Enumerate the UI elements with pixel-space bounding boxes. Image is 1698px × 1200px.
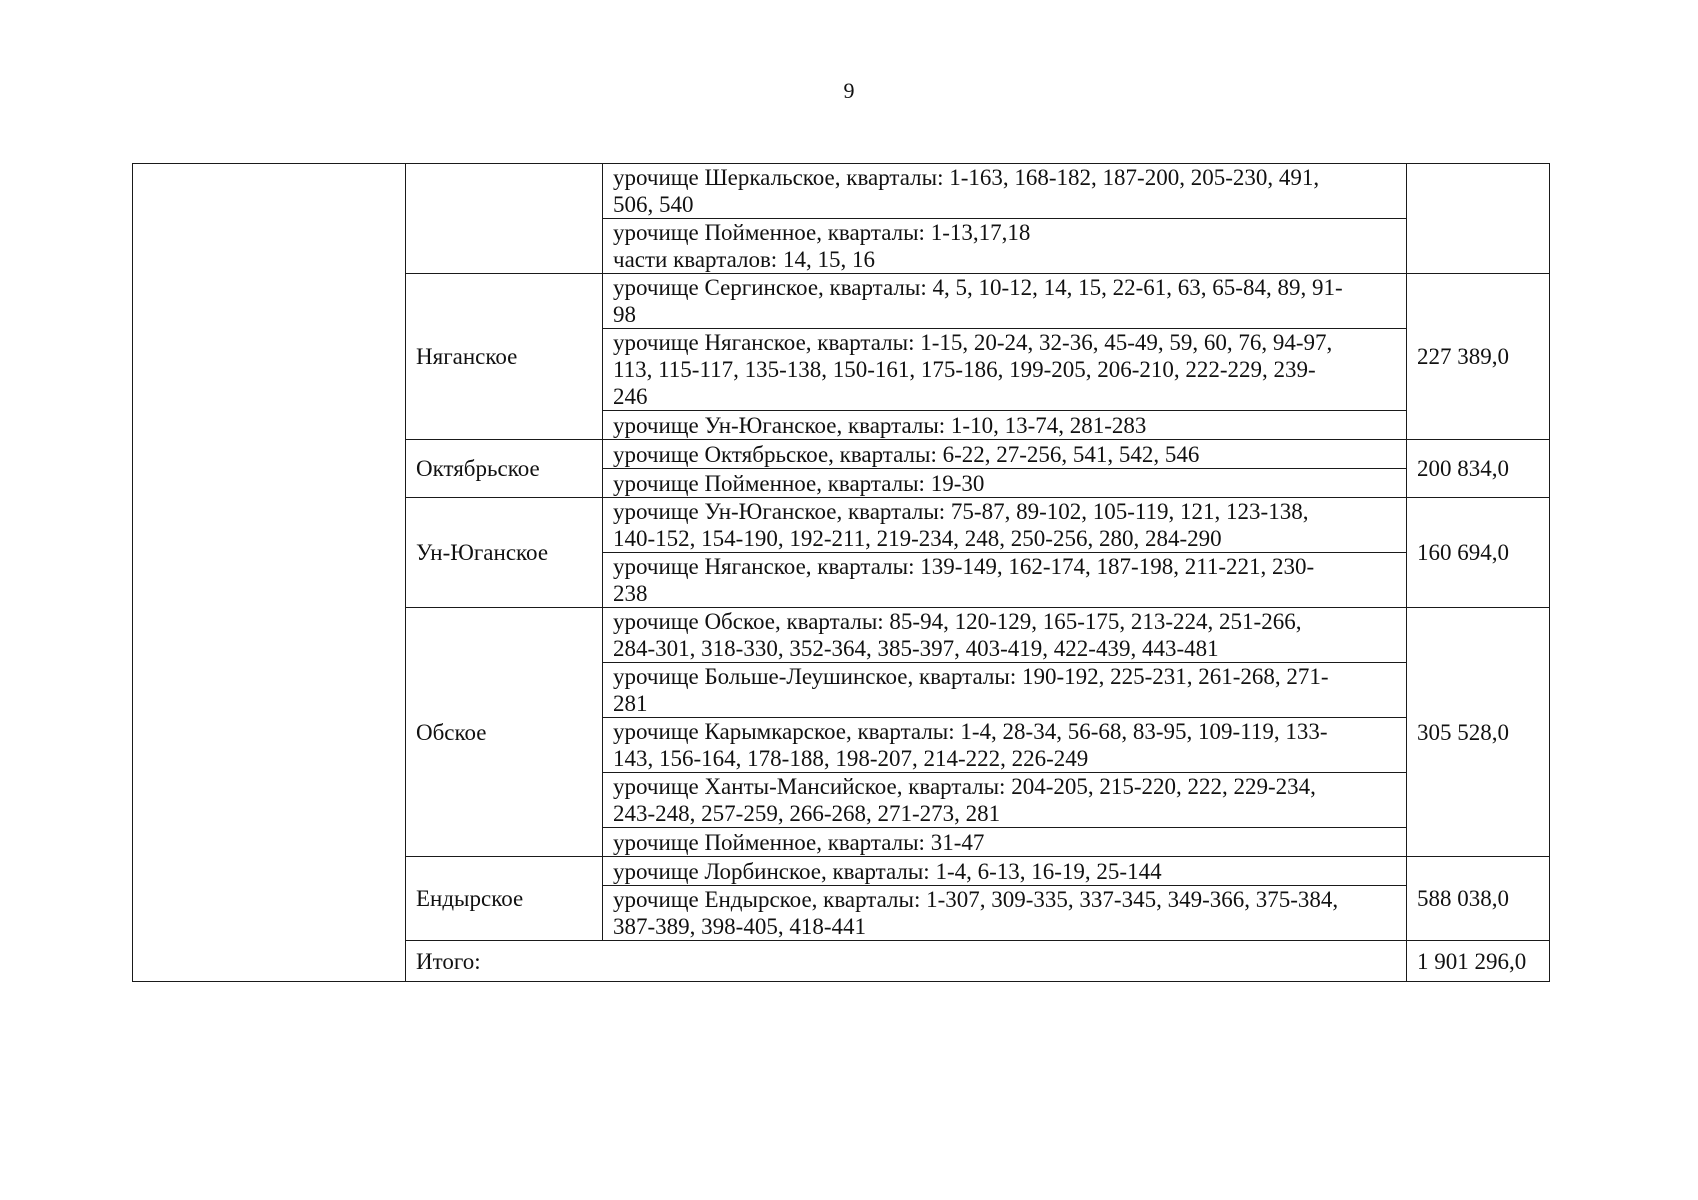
area-cell: 200 834,0 — [1407, 440, 1550, 498]
tract-line: урочище Ендырское, кварталы: 1-307, 309-335, 337-345, 349-366, 375-384, — [613, 887, 1339, 912]
tract-line: урочище Обское, кварталы: 85-94, 120-129, 165-175, 213-224, 251-266, — [613, 609, 1302, 634]
tract-line: урочище Шеркальское, кварталы: 1-163, 168-182, 187-200, 205-230, 491, — [613, 165, 1320, 190]
region-cell — [133, 164, 406, 982]
tract-line: 113, 115-117, 135-138, 150-161, 175-186, 199-205, 206-210, 222-229, 239- — [613, 357, 1316, 382]
tract-line: урочище Сергинское, кварталы: 4, 5, 10-12, 14, 15, 22-61, 63, 65-84, 89, 91- — [613, 275, 1343, 300]
tract-cell — [603, 469, 1407, 498]
tract-line: 387-389, 398-405, 418-441 — [613, 914, 866, 939]
page-number: 9 — [843, 78, 855, 103]
forestry-name-cell: Октябрьское — [406, 440, 603, 498]
area-cell: 160 694,0 — [1407, 498, 1550, 608]
tract-line: урочище Няганское, кварталы: 1-15, 20-24, 32-36, 45-49, 59, 60, 76, 94-97, — [613, 330, 1333, 355]
total-label: Итого: — [406, 941, 1407, 982]
table-row — [133, 164, 1550, 219]
tract-line: урочище Пойменное, кварталы: 31-47 — [613, 829, 985, 855]
tract-cell — [603, 886, 1407, 941]
tract-line: урочище Ун-Юганское, кварталы: 75-87, 89-102, 105-119, 121, 123-138, — [613, 499, 1309, 524]
tract-cell — [603, 164, 1407, 219]
tract-line: урочище Октябрьское, кварталы: 6-22, 27-256, 541, 542, 546 — [613, 441, 1200, 467]
tract-cell — [603, 411, 1407, 440]
tract-cell — [603, 828, 1407, 857]
tract-line: части кварталов: 14, 15, 16 — [613, 247, 875, 272]
tract-line: 238 — [613, 581, 648, 606]
tract-cell — [603, 274, 1407, 329]
tract-line: урочище Няганское, кварталы: 139-149, 162-174, 187-198, 211-221, 230- — [613, 554, 1315, 579]
table-body — [133, 164, 1550, 982]
tract-cell — [603, 608, 1407, 663]
tract-cell — [603, 440, 1407, 469]
tract-cell — [603, 553, 1407, 608]
area-cell — [1407, 164, 1550, 274]
area-cell: 588 038,0 — [1407, 857, 1550, 941]
tract-line: 246 — [613, 384, 648, 409]
tract-line: урочище Ун-Юганское, кварталы: 1-10, 13-74, 281-283 — [613, 412, 1147, 438]
forestry-name-cell: Ендырское — [406, 857, 603, 941]
tract-cell — [603, 718, 1407, 773]
tract-line: урочище Ханты-Мансийское, кварталы: 204-205, 215-220, 222, 229-234, — [613, 774, 1316, 799]
forestry-name-cell — [406, 164, 603, 274]
tract-line: 143, 156-164, 178-188, 198-207, 214-222, 226-249 — [613, 746, 1089, 771]
tract-line: 281 — [613, 691, 648, 716]
area-cell: 305 528,0 — [1407, 608, 1550, 857]
area-cell: 227 389,0 — [1407, 274, 1550, 440]
tract-cell — [603, 498, 1407, 553]
forestry-name-cell: Обское — [406, 608, 603, 857]
tract-line: 284-301, 318-330, 352-364, 385-397, 403-419, 422-439, 443-481 — [613, 636, 1219, 661]
tract-cell — [603, 219, 1407, 274]
forestry-name-cell: Ун-Юганское — [406, 498, 603, 608]
tract-line: 140-152, 154-190, 192-211, 219-234, 248, 250-256, 280, 284-290 — [613, 526, 1222, 551]
tract-cell — [603, 329, 1407, 411]
forest-area-table — [132, 163, 1550, 982]
tract-line: 243-248, 257-259, 266-268, 271-273, 281 — [613, 801, 1001, 826]
tract-line: урочище Пойменное, кварталы: 19-30 — [613, 470, 985, 496]
tract-line: урочище Карымкарское, кварталы: 1-4, 28-34, 56-68, 83-95, 109-119, 133- — [613, 719, 1328, 744]
tract-line: урочище Пойменное, кварталы: 1-13,17,18 — [613, 220, 1031, 245]
tract-line: урочище Лорбинское, кварталы: 1-4, 6-13, 16-19, 25-144 — [613, 858, 1162, 884]
tract-line: 98 — [613, 302, 636, 327]
tract-line: урочище Больше-Леушинское, кварталы: 190-192, 225-231, 261-268, 271- — [613, 664, 1329, 689]
forestry-name-cell: Няганское — [406, 274, 603, 440]
tract-line: 506, 540 — [613, 192, 694, 217]
total-value: 1 901 296,0 — [1407, 941, 1550, 982]
tract-cell — [603, 857, 1407, 886]
tract-cell — [603, 773, 1407, 828]
tract-cell — [603, 663, 1407, 718]
